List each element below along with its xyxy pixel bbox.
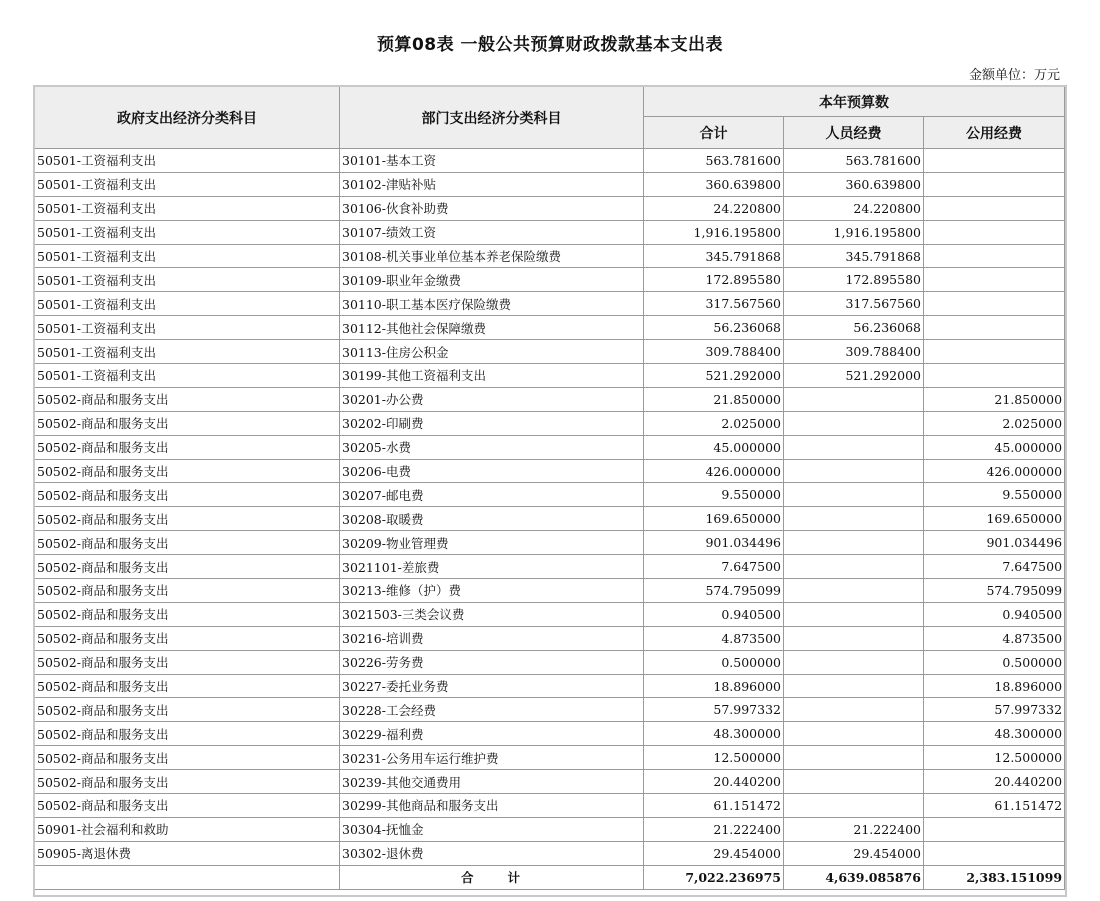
total-cell: 901.034496: [644, 531, 784, 555]
table-row: [35, 483, 1065, 507]
header-public: 公用经费: [924, 117, 1065, 149]
table-row: [35, 674, 1065, 698]
gov-category-cell: 50502-商品和服务支出: [35, 555, 340, 579]
public-cell: 12.500000: [924, 746, 1065, 770]
gov-category-cell: 50901-社会福利和救助: [35, 817, 340, 841]
table-row: [35, 770, 1065, 794]
personnel-cell: [784, 650, 924, 674]
personnel-cell: [784, 483, 924, 507]
public-cell: [924, 268, 1065, 292]
total-gov-cell: [35, 865, 340, 889]
gov-category-cell: 50502-商品和服务支出: [35, 602, 340, 626]
dept-category-cell: 30108-机关事业单位基本养老保险缴费: [340, 244, 644, 268]
total-cell: 360.639800: [644, 172, 784, 196]
gov-category-cell: 50501-工资福利支出: [35, 244, 340, 268]
dept-category-cell: 30101-基本工资: [340, 149, 644, 173]
public-cell: [924, 244, 1065, 268]
total-cell: 48.300000: [644, 722, 784, 746]
public-cell: [924, 149, 1065, 173]
table-row: [35, 364, 1065, 388]
table-row: [35, 387, 1065, 411]
table-row: [35, 722, 1065, 746]
personnel-cell: 24.220800: [784, 196, 924, 220]
gov-category-cell: 50501-工资福利支出: [35, 364, 340, 388]
gov-category-cell: 50502-商品和服务支出: [35, 794, 340, 818]
table-row: [35, 650, 1065, 674]
table-row: [35, 220, 1065, 244]
total-cell: 7.647500: [644, 555, 784, 579]
dept-category-cell: 30239-其他交通费用: [340, 770, 644, 794]
dept-category-cell: 30107-绩效工资: [340, 220, 644, 244]
header-personnel: 人员经费: [784, 117, 924, 149]
public-cell: 48.300000: [924, 722, 1065, 746]
public-cell: 7.647500: [924, 555, 1065, 579]
personnel-cell: [784, 387, 924, 411]
table-row: [35, 411, 1065, 435]
total-cell: 20.440200: [644, 770, 784, 794]
public-cell: 901.034496: [924, 531, 1065, 555]
dept-category-cell: 30207-邮电费: [340, 483, 644, 507]
table-row: [35, 698, 1065, 722]
public-cell: [924, 172, 1065, 196]
personnel-cell: 317.567560: [784, 292, 924, 316]
dept-category-cell: 30213-维修（护）费: [340, 579, 644, 603]
header-gov-category: 政府支出经济分类科目: [35, 87, 340, 149]
table-row: [35, 579, 1065, 603]
personnel-cell: 563.781600: [784, 149, 924, 173]
dept-category-cell: 3021101-差旅费: [340, 555, 644, 579]
dept-category-cell: 30216-培训费: [340, 626, 644, 650]
public-cell: 21.850000: [924, 387, 1065, 411]
public-cell: 426.000000: [924, 459, 1065, 483]
personnel-cell: [784, 411, 924, 435]
personnel-cell: [784, 555, 924, 579]
personnel-cell: 521.292000: [784, 364, 924, 388]
total-cell: 309.788400: [644, 340, 784, 364]
table-row: [35, 149, 1065, 173]
personnel-cell: 309.788400: [784, 340, 924, 364]
total-amount: 7,022.236975: [644, 865, 784, 889]
total-cell: 169.650000: [644, 507, 784, 531]
total-cell: 24.220800: [644, 196, 784, 220]
table-row: [35, 794, 1065, 818]
public-cell: [924, 292, 1065, 316]
total-cell: 0.500000: [644, 650, 784, 674]
dept-category-cell: 30201-办公费: [340, 387, 644, 411]
dept-category-cell: 30113-住房公积金: [340, 340, 644, 364]
dept-category-cell: 30304-抚恤金: [340, 817, 644, 841]
dept-category-cell: 30231-公务用车运行维护费: [340, 746, 644, 770]
table-row: [35, 196, 1065, 220]
dept-category-cell: 30228-工会经费: [340, 698, 644, 722]
table-row: [35, 244, 1065, 268]
gov-category-cell: 50502-商品和服务支出: [35, 746, 340, 770]
public-cell: 2.025000: [924, 411, 1065, 435]
header-budget-group: 本年预算数: [644, 87, 1065, 117]
dept-category-cell: 30102-津贴补贴: [340, 172, 644, 196]
public-cell: 57.997332: [924, 698, 1065, 722]
public-cell: 0.940500: [924, 602, 1065, 626]
gov-category-cell: 50501-工资福利支出: [35, 292, 340, 316]
table-row: [35, 292, 1065, 316]
table-row: [35, 340, 1065, 364]
dept-category-cell: 30208-取暖费: [340, 507, 644, 531]
gov-category-cell: 50502-商品和服务支出: [35, 459, 340, 483]
personnel-cell: [784, 770, 924, 794]
public-cell: 574.795099: [924, 579, 1065, 603]
dept-category-cell: 30110-职工基本医疗保险缴费: [340, 292, 644, 316]
dept-category-cell: 30302-退休费: [340, 841, 644, 865]
table-row: [35, 841, 1065, 865]
table-row: [35, 555, 1065, 579]
table-row: [35, 626, 1065, 650]
total-personnel: 4,639.085876: [784, 865, 924, 889]
gov-category-cell: 50501-工资福利支出: [35, 316, 340, 340]
public-cell: [924, 316, 1065, 340]
dept-category-cell: 30209-物业管理费: [340, 531, 644, 555]
gov-category-cell: 50501-工资福利支出: [35, 149, 340, 173]
dept-category-cell: 30206-电费: [340, 459, 644, 483]
personnel-cell: [784, 531, 924, 555]
dept-category-cell: 30199-其他工资福利支出: [340, 364, 644, 388]
gov-category-cell: 50502-商品和服务支出: [35, 698, 340, 722]
total-cell: 563.781600: [644, 149, 784, 173]
dept-category-cell: 30205-水费: [340, 435, 644, 459]
public-cell: 18.896000: [924, 674, 1065, 698]
personnel-cell: [784, 746, 924, 770]
total-cell: 21.850000: [644, 387, 784, 411]
public-cell: 20.440200: [924, 770, 1065, 794]
total-cell: 4.873500: [644, 626, 784, 650]
dept-category-cell: 30202-印刷费: [340, 411, 644, 435]
public-cell: 169.650000: [924, 507, 1065, 531]
budget-table: [34, 86, 1065, 890]
total-cell: 29.454000: [644, 841, 784, 865]
total-cell: 574.795099: [644, 579, 784, 603]
gov-category-cell: 50501-工资福利支出: [35, 220, 340, 244]
total-cell: 21.222400: [644, 817, 784, 841]
unit-label: 金额单位：万元: [968, 68, 1060, 83]
table-row: [35, 531, 1065, 555]
dept-category-cell: 30112-其他社会保障缴费: [340, 316, 644, 340]
gov-category-cell: 50501-工资福利支出: [35, 172, 340, 196]
personnel-cell: 29.454000: [784, 841, 924, 865]
public-cell: [924, 220, 1065, 244]
gov-category-cell: 50502-商品和服务支出: [35, 626, 340, 650]
total-cell: 426.000000: [644, 459, 784, 483]
gov-category-cell: 50502-商品和服务支出: [35, 531, 340, 555]
total-cell: 12.500000: [644, 746, 784, 770]
gov-category-cell: 50502-商品和服务支出: [35, 507, 340, 531]
personnel-cell: [784, 459, 924, 483]
total-cell: 521.292000: [644, 364, 784, 388]
total-label: [340, 865, 644, 889]
gov-category-cell: 50502-商品和服务支出: [35, 411, 340, 435]
gov-category-cell: 50502-商品和服务支出: [35, 770, 340, 794]
total-cell: 172.895580: [644, 268, 784, 292]
dept-category-cell: 30299-其他商品和服务支出: [340, 794, 644, 818]
public-cell: 0.500000: [924, 650, 1065, 674]
personnel-cell: 56.236068: [784, 316, 924, 340]
total-cell: 61.151472: [644, 794, 784, 818]
gov-category-cell: 50502-商品和服务支出: [35, 579, 340, 603]
dept-category-cell: 30229-福利费: [340, 722, 644, 746]
personnel-cell: [784, 674, 924, 698]
personnel-cell: 21.222400: [784, 817, 924, 841]
dept-category-cell: 30227-委托业务费: [340, 674, 644, 698]
public-cell: [924, 817, 1065, 841]
header-dept-category: 部门支出经济分类科目: [340, 87, 644, 149]
personnel-cell: [784, 435, 924, 459]
table-row: [35, 817, 1065, 841]
gov-category-cell: 50501-工资福利支出: [35, 340, 340, 364]
public-cell: [924, 196, 1065, 220]
total-cell: 56.236068: [644, 316, 784, 340]
dept-category-cell: 30106-伙食补助费: [340, 196, 644, 220]
table-row: [35, 746, 1065, 770]
gov-category-cell: 50502-商品和服务支出: [35, 435, 340, 459]
gov-category-cell: 50502-商品和服务支出: [35, 674, 340, 698]
personnel-cell: [784, 579, 924, 603]
personnel-cell: [784, 794, 924, 818]
total-cell: 345.791868: [644, 244, 784, 268]
total-row: [35, 865, 1065, 889]
table-body: [35, 149, 1065, 866]
gov-category-cell: 50905-离退休费: [35, 841, 340, 865]
table-row: [35, 602, 1065, 626]
personnel-cell: [784, 602, 924, 626]
total-label-b: 计: [507, 870, 523, 886]
personnel-cell: 360.639800: [784, 172, 924, 196]
personnel-cell: [784, 698, 924, 722]
table-row: [35, 435, 1065, 459]
total-cell: 57.997332: [644, 698, 784, 722]
table-row: [35, 459, 1065, 483]
gov-category-cell: 50502-商品和服务支出: [35, 650, 340, 674]
total-cell: 18.896000: [644, 674, 784, 698]
gov-category-cell: 50501-工资福利支出: [35, 196, 340, 220]
total-cell: 317.567560: [644, 292, 784, 316]
personnel-cell: [784, 626, 924, 650]
public-cell: [924, 340, 1065, 364]
personnel-cell: [784, 722, 924, 746]
personnel-cell: 172.895580: [784, 268, 924, 292]
public-cell: 45.000000: [924, 435, 1065, 459]
personnel-cell: 1,916.195800: [784, 220, 924, 244]
public-cell: 61.151472: [924, 794, 1065, 818]
gov-category-cell: 50502-商品和服务支出: [35, 483, 340, 507]
total-cell: 0.940500: [644, 602, 784, 626]
total-public: 2,383.151099: [924, 865, 1065, 889]
total-cell: 9.550000: [644, 483, 784, 507]
personnel-cell: 345.791868: [784, 244, 924, 268]
header-total: 合计: [644, 117, 784, 149]
public-cell: 9.550000: [924, 483, 1065, 507]
total-cell: 45.000000: [644, 435, 784, 459]
dept-category-cell: 30226-劳务费: [340, 650, 644, 674]
total-cell: 2.025000: [644, 411, 784, 435]
dept-category-cell: 3021503-三类会议费: [340, 602, 644, 626]
public-cell: [924, 841, 1065, 865]
dept-category-cell: 30109-职业年金缴费: [340, 268, 644, 292]
gov-category-cell: 50502-商品和服务支出: [35, 722, 340, 746]
table-row: [35, 172, 1065, 196]
table-row: [35, 316, 1065, 340]
total-cell: 1,916.195800: [644, 220, 784, 244]
gov-category-cell: 50501-工资福利支出: [35, 268, 340, 292]
page-title: 预算08表 一般公共预算财政拨款基本支出表: [376, 35, 724, 55]
gov-category-cell: 50502-商品和服务支出: [35, 387, 340, 411]
public-cell: 4.873500: [924, 626, 1065, 650]
table-row: [35, 268, 1065, 292]
personnel-cell: [784, 507, 924, 531]
table-row: [35, 507, 1065, 531]
total-label-a: 合: [460, 870, 476, 886]
public-cell: [924, 364, 1065, 388]
